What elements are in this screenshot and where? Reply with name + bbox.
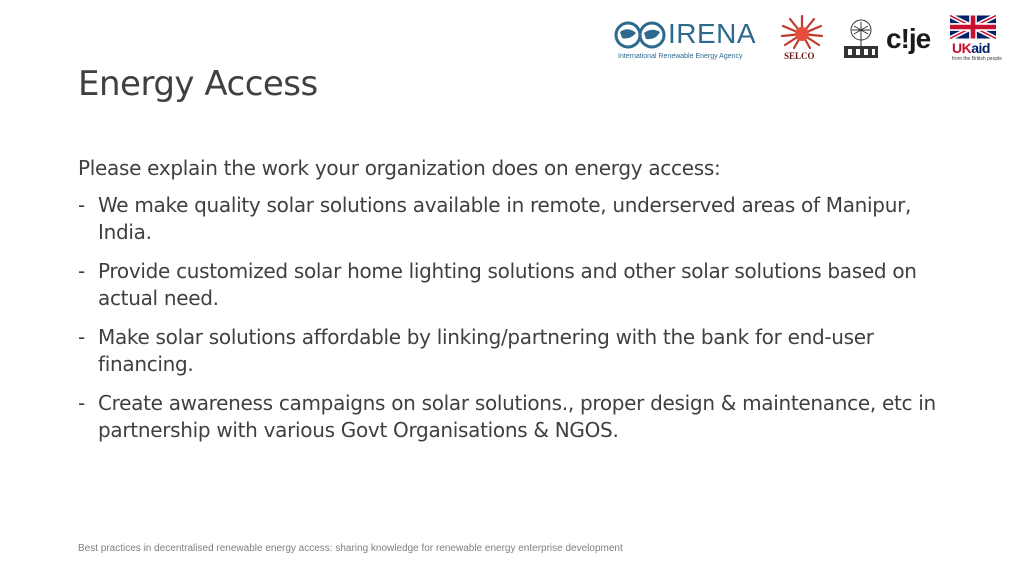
- bullet-marker: -: [78, 259, 85, 283]
- slide-title: Energy Access: [78, 64, 318, 104]
- irena-subtitle: International Renewable Energy Agency: [618, 53, 743, 60]
- slide-footer: Best practices in decentralised renewable energy access: sharing knowledge for renewable energy enterprise development: [78, 543, 623, 554]
- ukaid-wordmark: UKaid: [952, 40, 990, 56]
- sun-icon: [780, 14, 824, 50]
- ukaid-subtitle: from the British people: [952, 56, 1003, 62]
- irena-logo: [614, 20, 764, 60]
- ukaid-logo: [950, 14, 1003, 64]
- bullet-marker: -: [78, 391, 85, 415]
- cije-logo: c!je: [886, 23, 931, 54]
- tree-emblem-icon: [840, 18, 882, 62]
- bullet-marker: -: [78, 325, 85, 349]
- bullet-item: [78, 258, 958, 312]
- irena-wordmark: IRENA: [668, 18, 757, 49]
- bullet-list: [78, 192, 958, 444]
- bullet-text: Create awareness campaigns on solar solutions., proper design & maintenance, etc in partnership with various Govt Organisations & NGOS.: [98, 391, 936, 442]
- bullet-text: Provide customized solar home lighting solutions and other solar solutions based on actual need.: [98, 259, 917, 310]
- intro-question: Please explain the work your organization does on energy access:: [78, 156, 721, 180]
- slide-body: [78, 155, 958, 456]
- bullet-text: Make solar solutions affordable by linking/partnering with the bank for end-user financing.: [98, 325, 874, 376]
- partner-logos: [610, 14, 1014, 64]
- union-jack-flag-icon: [950, 14, 996, 40]
- bullet-item: [78, 324, 958, 378]
- selco-logo: [780, 14, 824, 64]
- irena-globe-icon: [614, 20, 666, 50]
- bullet-item: [78, 192, 958, 246]
- bullet-item: [78, 390, 958, 444]
- iim-logo: [840, 18, 882, 62]
- selco-wordmark: SELCO: [784, 51, 815, 61]
- bullet-text: We make quality solar solutions available in remote, underserved areas of Manipur, India.: [98, 193, 912, 244]
- bullet-marker: -: [78, 193, 85, 217]
